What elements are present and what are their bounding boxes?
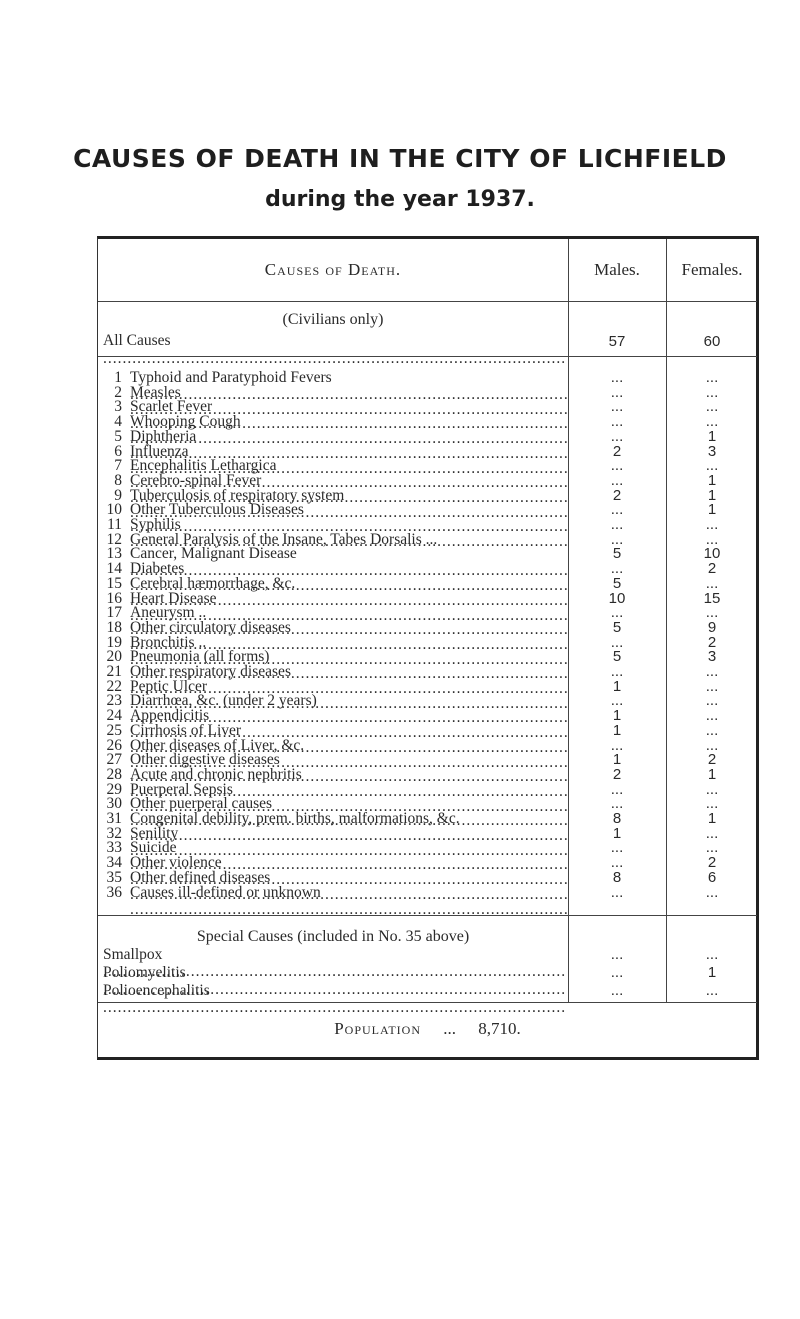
row-cause: Senility ..... [130,825,568,859]
row-cause: Congenital debility, prem. births, malformations, &c. ..... [130,810,568,844]
special-males: ... [610,982,624,999]
row-number: 7 [114,457,122,475]
row-males: 1 [612,751,622,769]
row-males: 8 [612,810,622,827]
row-males: 1 [612,707,622,725]
row-males: ... [610,883,624,901]
all-causes-males: 57 [608,333,626,350]
row-males: ... [610,457,624,475]
row-number: 15 [106,574,122,592]
row-cause: Puerperal Sepsis ..... [130,781,568,815]
row-females: ... [705,736,719,754]
row-females: 15 [703,589,721,607]
row-number: 29 [106,780,122,798]
row-females: ... [705,457,719,475]
row-females: 2 [707,854,717,872]
row-males: ... [610,501,624,519]
row-males: 1 [612,824,622,842]
row-number: 21 [106,663,122,680]
row-males: ... [610,692,624,710]
row-males: ... [610,413,624,431]
row-females: ... [705,795,719,813]
row-females: ... [705,663,719,680]
row-number: 20 [106,648,122,666]
row-number: 34 [106,854,122,872]
row-cause: Bronchitis .. ..... [130,634,568,668]
row-cause: Syphilis ..... [130,516,568,550]
special-row [98,946,760,963]
row-cause: Acute and chronic nephritis ..... [130,766,568,800]
row-males: ... [610,471,624,489]
row-females: ... [705,574,719,592]
row-females: 1 [707,810,717,827]
population-label: Population [334,1019,422,1038]
row-males: 5 [612,545,622,563]
row-females: 2 [707,633,717,651]
row-males: 5 [612,648,622,666]
row-number: 11 [107,516,122,533]
row-males: ... [610,604,624,622]
row-males: ... [610,530,624,548]
row-females: ... [705,516,719,533]
row-cause: Aneurysm .. ..... [130,604,568,638]
population-value: 8,710. [478,1019,521,1038]
row-cause: Other defined diseases ..... [130,869,568,903]
row-number: 9 [114,486,122,504]
row-number: 28 [106,765,122,783]
row-males: 1 [612,677,622,695]
row-females: 3 [707,648,717,666]
row-females: ... [705,883,719,901]
row-cause: Other circulatory diseases ..... [130,619,568,653]
row-number: 10 [106,501,122,519]
civilians-note: (Civilians only) [282,311,384,328]
row-number: 25 [106,721,122,739]
special-cause: Smallpox ..... [103,946,565,980]
row-females: 2 [707,560,717,578]
row-males: 2 [612,486,622,504]
page-title: CAUSES OF DEATH IN THE CITY OF LICHFIELD [73,144,727,173]
causes-table [97,236,759,1060]
page-subtitle: during the year 1937. [265,187,535,212]
row-males: 5 [612,574,622,592]
row-cause: Tuberculosis of respiratory system ..... [130,487,568,521]
row-males: ... [610,516,624,533]
table-row [98,884,760,901]
row-cause: Scarlet Fever ..... [130,398,568,432]
row-females: ... [705,398,719,416]
row-females: ... [705,677,719,695]
row-number: 8 [114,471,122,489]
row-cause: Cerebro-spinal Fever ..... [130,472,568,506]
row-cause: Peptic Ulcer ..... [130,678,568,712]
row-males: 1 [612,721,622,739]
row-cause: General Paralysis of the Insane, Tabes Dorsalis ... [130,530,438,548]
row-number: 5 [114,427,122,445]
row-number: 4 [114,413,122,431]
row-males: ... [610,560,624,578]
row-females: 2 [707,751,717,769]
row-cause: Heart Disease ..... [130,590,568,624]
header-females: Females. [681,260,743,279]
row-number: 31 [106,810,122,827]
row-females: 6 [707,868,717,886]
row-number: 19 [106,633,122,651]
row-males: 10 [608,589,626,607]
row-cause: Other puerperal causes ..... [130,795,568,829]
row-number: 17 [106,604,122,622]
row-females: 10 [703,545,721,563]
row-number: 6 [114,442,122,460]
row-number: 22 [106,677,122,695]
row-females: ... [705,707,719,725]
population-dots: ... [443,1019,457,1038]
row-number: 12 [106,530,122,548]
row-cause: Diphtheria ..... [130,428,568,462]
row-cause: Diabetes ..... [130,560,568,594]
row-males: ... [610,839,624,857]
row-cause: Causes ill-defined or unknown ..... [130,884,568,918]
row-females: 1 [707,486,717,504]
row-number: 24 [106,707,122,725]
row-females: ... [705,530,719,548]
row-cause: Measles ..... [130,384,568,418]
row-females: ... [705,692,719,710]
row-cause: Influenza ..... [130,443,568,477]
row-cause: Cancer, Malignant Disease ..... [130,545,568,579]
row-females: 3 [707,442,717,460]
row-males: ... [610,427,624,445]
row-males: 5 [612,618,622,636]
row-number: 26 [106,736,122,754]
special-row [98,982,760,999]
row-females: 1 [707,501,717,519]
row-number: 30 [106,795,122,813]
special-row [98,964,760,981]
row-number: 3 [114,398,122,416]
header-males: Males. [594,260,640,279]
row-number: 23 [106,692,122,710]
row-cause: Cerebral hæmorrhage, &c. ..... [130,575,568,609]
row-males: 8 [612,868,622,886]
row-males: ... [610,398,624,416]
row-cause: Pneumonia (all forms) ..... [130,648,568,682]
row-females: ... [705,780,719,798]
row-females: ... [705,413,719,431]
special-females: ... [705,982,719,999]
special-males: ... [610,964,624,981]
row-cause: Whooping Cough ..... [130,413,568,447]
row-number: 33 [106,839,122,857]
special-cause: Poliomyelitis ..... [103,964,565,998]
row-cause: Diarrhœa, &c. (under 2 years) ..... [130,692,568,726]
row-cause: Other Tuberculous Diseases ..... [130,501,568,535]
row-males: ... [610,663,624,680]
row-number: 1 [114,369,122,386]
row-number: 13 [106,545,122,563]
row-cause: Typhoid and Paratyphoid Fevers ..... [130,369,568,403]
row-cause: Other violence ..... [130,854,568,888]
row-number: 16 [106,589,122,607]
row-cause: Encephalitis Lethargica ..... [130,457,568,491]
row-males: ... [610,383,624,401]
row-cause: Suicide ..... [130,839,568,873]
row-females: ... [705,839,719,857]
row-cause: Appendicitis ..... [130,707,568,741]
row-males: ... [610,854,624,872]
all-causes-label: All Causes ..... [103,332,565,368]
row-females: ... [705,824,719,842]
row-females: ... [705,721,719,739]
row-number: 35 [106,868,122,886]
special-males: ... [610,946,624,963]
row-males: 2 [612,765,622,783]
row-females: ... [705,604,719,622]
special-note: Special Causes (included in No. 35 above) [196,928,470,945]
row-number: 18 [106,618,122,636]
row-number: 36 [106,883,122,901]
row-females: 1 [707,427,717,445]
row-cause: Other digestive diseases ..... [130,751,568,785]
special-females: 1 [707,964,717,981]
row-males: ... [610,795,624,813]
row-females: ... [705,369,719,386]
all-causes-females: 60 [703,333,721,350]
special-cause: Polioencephalitis ..... [103,982,565,1016]
row-number: 32 [106,824,122,842]
row-females: 1 [707,471,717,489]
row-males: ... [610,736,624,754]
row-cause: Other diseases of Liver, &c. ..... [130,737,568,771]
special-females: ... [705,946,719,963]
row-males: ... [610,780,624,798]
row-females: ... [705,383,719,401]
row-males: ... [610,633,624,651]
row-number: 14 [106,560,122,578]
row-males: ... [610,369,624,386]
population-line [98,1020,757,1037]
header-causes: Causes of Death. [264,260,402,279]
row-number: 27 [106,751,122,769]
row-cause: Cirrhosis of Liver ..... [130,722,568,756]
row-males: 2 [612,442,622,460]
row-cause: Other respiratory diseases ..... [130,663,568,697]
row-females: 9 [707,618,717,636]
row-number: 2 [114,383,122,401]
row-females: 1 [707,765,717,783]
header-divider [98,301,757,302]
